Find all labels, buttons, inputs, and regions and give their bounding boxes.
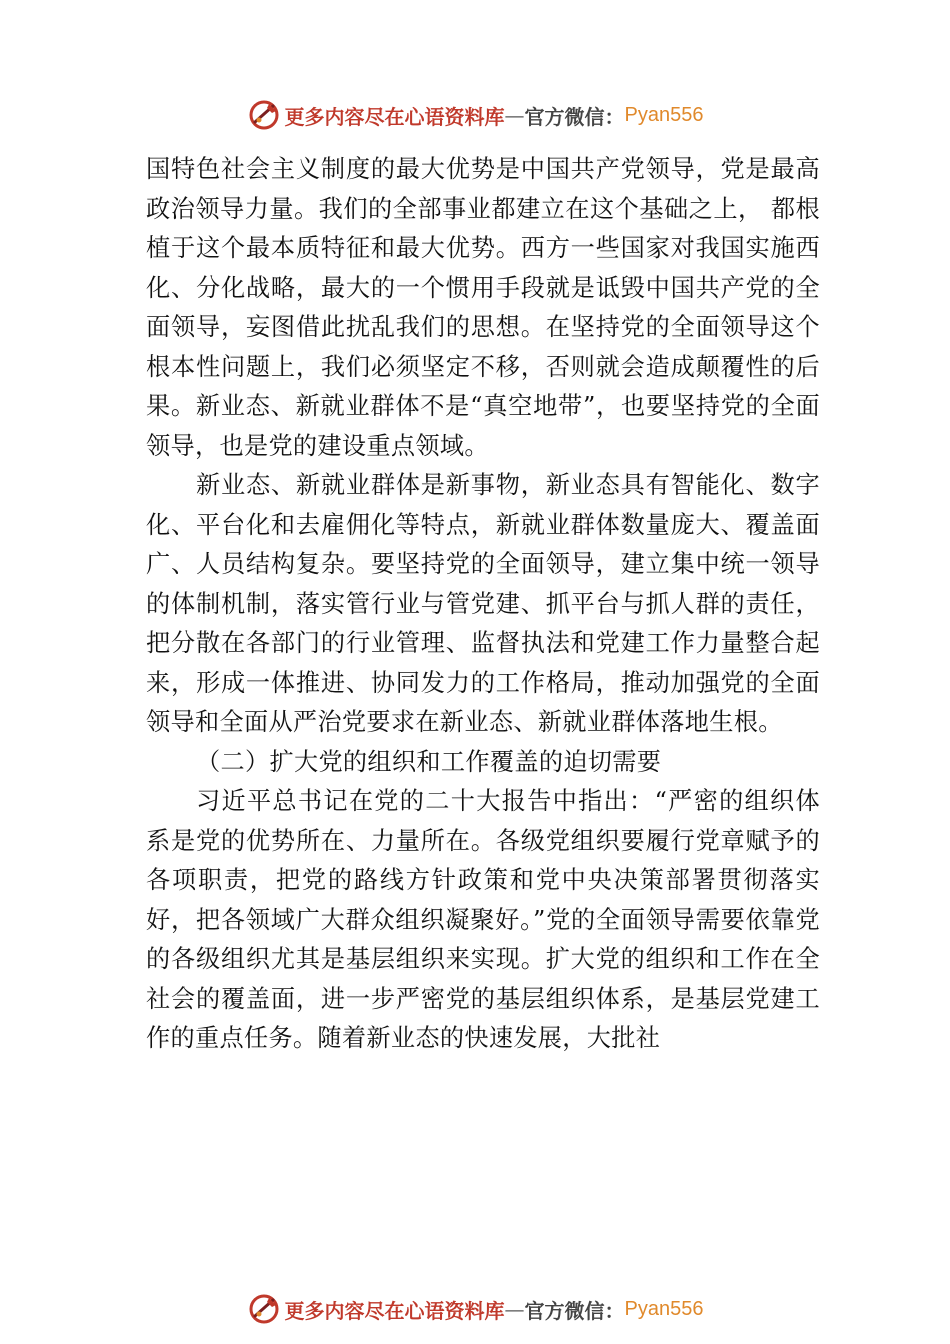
footer-watermark [0,1289,950,1329]
header-watermark [0,95,950,135]
watermark-wechat-id: Pyan556 [624,103,704,126]
paragraph-continuation: 国特色社会主义制度的最大优势是中国共产党领导，党是最高政治领导力量。我们的全部事业都建立在这个基础之上， 都根植于这个最本质特征和最大优势。西方一些国家对我国实施西化、分化战略，最大的一个惯用手段就是诋毁中国共产党的全面领导，妄图借此扰乱我们的思想。在坚持党的全面领导这个根本性问题上，我们必须坚定不移，否则就会造成颠覆性的后果。新业态、新就业群体不是“真空地带”，也要坚持党的全面领导，也是党的建设重点领域。 [146,155,820,460]
document-body [146,150,820,1059]
section-heading: （二）扩大党的组织和工作覆盖的迫切需要 [196,747,662,776]
watermark-title: 更多内容尽在心语资料库 [284,104,505,129]
watermark-wechat-label: 官方微信： [524,1298,625,1323]
watermark-logo-icon [247,98,281,132]
watermark-dash: — [504,103,525,127]
watermark-wechat-id: Pyan556 [624,1297,704,1320]
watermark-title: 更多内容尽在心语资料库 [284,1298,505,1323]
paragraph-organization-coverage: 习近平总书记在党的二十大报告中指出：“严密的组织体系是党的优势所在、力量所在。各级党组织要履行党章赋予的各项职责，把党的路线方针政策和党中央决策部署贯彻落实好，把各领域广大群众组织凝聚好。”党的全面领导需要依靠党的各级组织尤其是基层组织来实现。扩大党的组织和工作在全社会的覆盖面，进一步严密党的基层组织体系，是基层党建工作的重点任务。随着新业态的快速发展，大批社 [146,787,820,1052]
watermark-dash: — [504,1297,525,1321]
paragraph-new-business-forms: 新业态、新就业群体是新事物，新业态具有智能化、数字化、平台化和去雇佣化等特点，新就业群体数量庞大、覆盖面广、人员结构复杂。要坚持党的全面领导，建立集中统一领导的体制机制，落实管行业与管党建、抓平台与抓人群的责任，把分散在各部门的行业管理、监督执法和党建工作力量整合起来，形成一体推进、协同发力的工作格局，推动加强党的全面领导和全面从严治党要求在新业态、新就业群体落地生根。 [146,471,820,736]
watermark-logo-icon [247,1292,281,1326]
watermark-wechat-label: 官方微信： [524,104,625,129]
